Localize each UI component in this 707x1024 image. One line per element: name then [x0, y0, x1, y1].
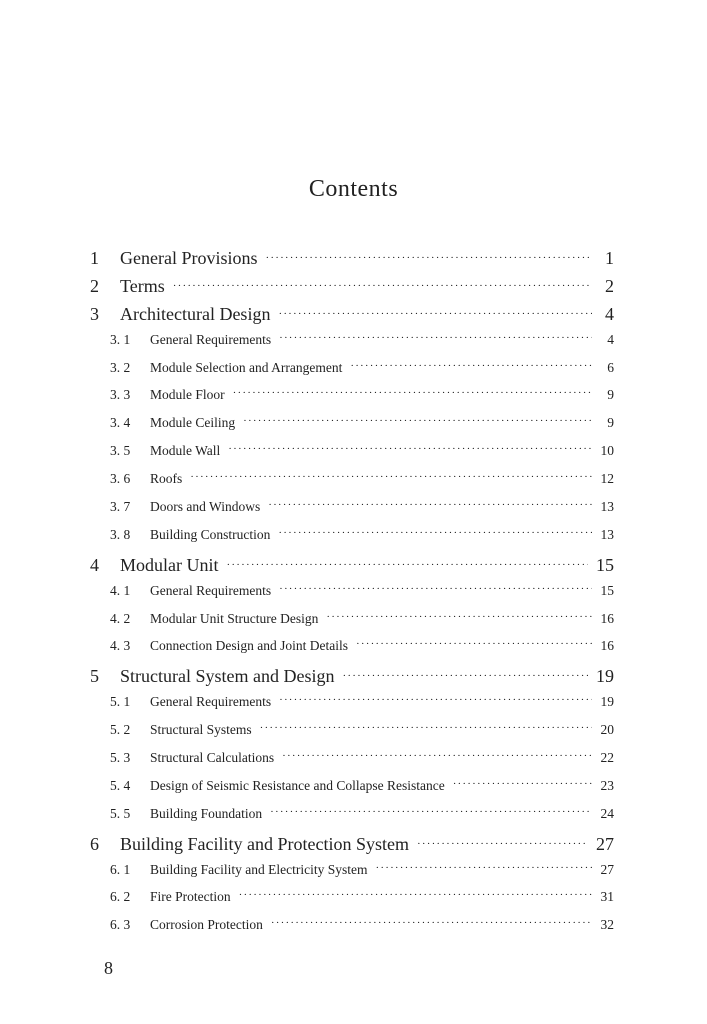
entry-page-number: 24: [600, 805, 614, 821]
entry-title: Modular Unit: [120, 554, 219, 575]
entry-number: 3. 2: [110, 359, 131, 375]
dot-leader: [278, 301, 592, 322]
toc-section-entry: [90, 778, 614, 806]
entry-page-number: 4: [605, 303, 614, 324]
dot-leader: [271, 914, 592, 930]
entry-page-number: 15: [596, 554, 614, 575]
dot-leader: [173, 273, 592, 294]
toc-section-entry: [90, 499, 614, 527]
entry-title: Design of Seismic Resistance and Collapse Resistance: [150, 777, 445, 793]
dot-leader: [279, 329, 592, 345]
toc-section-entry: [90, 443, 614, 471]
entry-title: Structural System and Design: [120, 666, 335, 687]
entry-page-number: 12: [600, 471, 614, 487]
entry-page-number: 22: [600, 750, 614, 766]
toc-section-entry: [90, 360, 614, 388]
entry-number: 6. 3: [110, 917, 131, 933]
entry-page-number: 31: [600, 889, 614, 905]
entry-page-number: 19: [596, 666, 614, 687]
entry-number: 1: [90, 248, 99, 268]
toc-section-entry: [90, 917, 614, 945]
dot-leader: [227, 552, 589, 573]
entry-page-number: 16: [600, 638, 614, 654]
toc-section-entry: [90, 722, 614, 750]
entry-page-number: 9: [607, 415, 614, 431]
dot-leader: [279, 691, 592, 707]
entry-title: Module Ceiling: [150, 415, 236, 431]
dot-leader: [233, 384, 592, 400]
entry-number: 3. 7: [110, 499, 131, 515]
entry-number: 4. 1: [110, 582, 131, 598]
entry-number: 3. 6: [110, 471, 131, 487]
entry-number: 5: [90, 666, 99, 687]
entry-title: Building Facility and Electricity System: [150, 861, 368, 877]
dot-leader: [190, 468, 592, 484]
dot-leader: [278, 524, 592, 540]
entry-page-number: 32: [600, 917, 614, 933]
toc-chapter-entry: [90, 555, 614, 583]
entry-title: Modular Unit Structure Design: [150, 610, 319, 626]
entry-number: 4: [90, 554, 99, 575]
toc-section-entry: [90, 471, 614, 499]
entry-number: 6. 2: [110, 889, 131, 905]
entry-number: 5. 3: [110, 750, 131, 766]
dot-leader: [326, 608, 592, 624]
entry-number: 3. 8: [110, 526, 131, 542]
entry-number: 5. 4: [110, 777, 131, 793]
entry-number: 4. 3: [110, 638, 131, 654]
entry-title: Roofs: [150, 471, 183, 487]
entry-page-number: 2: [605, 275, 614, 296]
dot-leader: [239, 886, 592, 902]
entry-page-number: 6: [607, 359, 614, 375]
entry-page-number: 1: [605, 248, 614, 268]
dot-leader: [260, 719, 592, 735]
entry-title: Module Wall: [150, 443, 221, 459]
entry-page-number: 19: [600, 694, 614, 710]
toc-section-entry: [90, 583, 614, 611]
toc-section-entry: [90, 750, 614, 778]
entry-page-number: 13: [600, 526, 614, 542]
toc-section-entry: [90, 806, 614, 834]
entry-title: Fire Protection: [150, 889, 231, 905]
entry-title: Doors and Windows: [150, 499, 261, 515]
entry-page-number: 13: [600, 499, 614, 515]
entry-number: 6. 1: [110, 861, 131, 877]
page-number: 8: [104, 958, 113, 978]
table-of-contents: [90, 248, 614, 945]
entry-number: 2: [90, 275, 99, 296]
toc-section-entry: [90, 332, 614, 360]
toc-section-entry: [90, 527, 614, 555]
toc-section-entry: [90, 862, 614, 890]
entry-title: Building Facility and Protection System: [120, 833, 409, 854]
entry-number: 3. 1: [110, 331, 131, 347]
toc-chapter-entry: [90, 666, 614, 694]
dot-leader: [268, 496, 592, 512]
entry-title: Module Floor: [150, 387, 225, 403]
toc-section-entry: [90, 694, 614, 722]
entry-number: 3. 5: [110, 443, 131, 459]
entry-page-number: 10: [600, 443, 614, 459]
entry-page-number: 9: [607, 387, 614, 403]
dot-leader: [356, 635, 592, 651]
toc-chapter-entry: [90, 834, 614, 862]
dot-leader: [342, 663, 588, 684]
entry-page-number: 16: [600, 610, 614, 626]
dot-leader: [270, 803, 592, 819]
entry-title: General Provisions: [120, 248, 258, 268]
entry-title: General Requirements: [150, 582, 272, 598]
toc-section-entry: [90, 415, 614, 443]
dot-leader: [282, 747, 592, 763]
entry-page-number: 15: [600, 582, 614, 598]
entry-title: Corrosion Protection: [150, 917, 263, 933]
entry-title: Building Foundation: [150, 805, 263, 821]
entry-title: Module Selection and Arrangement: [150, 359, 343, 375]
entry-title: General Requirements: [150, 331, 272, 347]
dot-leader: [279, 580, 592, 596]
toc-section-entry: [90, 638, 614, 666]
entry-page-number: 4: [607, 331, 614, 347]
toc-chapter-entry: [90, 276, 614, 304]
page-title: Contents: [308, 176, 399, 202]
entry-number: 5. 5: [110, 805, 131, 821]
dot-leader: [417, 831, 588, 852]
entry-title: Terms: [120, 275, 165, 296]
dot-leader: [375, 859, 592, 875]
entry-title: Structural Systems: [150, 722, 252, 738]
toc-section-entry: [90, 611, 614, 639]
dot-leader: [228, 440, 592, 456]
entry-title: Structural Calculations: [150, 750, 275, 766]
entry-page-number: 23: [600, 777, 614, 793]
entry-page-number: 27: [596, 833, 614, 854]
entry-number: 3. 3: [110, 387, 131, 403]
toc-section-entry: [90, 387, 614, 415]
dot-leader: [243, 412, 592, 428]
entry-number: 3: [90, 303, 99, 324]
entry-title: Building Construction: [150, 526, 271, 542]
entry-number: 3. 4: [110, 415, 131, 431]
entry-title: Architectural Design: [120, 303, 271, 324]
entry-title: General Requirements: [150, 694, 272, 710]
toc-section-entry: [90, 889, 614, 917]
entry-number: 5. 2: [110, 722, 131, 738]
toc-chapter-entry: [90, 248, 614, 276]
toc-chapter-entry: [90, 304, 614, 332]
entry-number: 4. 2: [110, 610, 131, 626]
entry-number: 5. 1: [110, 694, 131, 710]
dot-leader: [453, 775, 592, 791]
dot-leader: [350, 357, 592, 373]
dot-leader: [265, 245, 592, 266]
entry-page-number: 27: [600, 861, 614, 877]
entry-page-number: 20: [600, 722, 614, 738]
entry-title: Connection Design and Joint Details: [150, 638, 348, 654]
entry-number: 6: [90, 833, 99, 854]
